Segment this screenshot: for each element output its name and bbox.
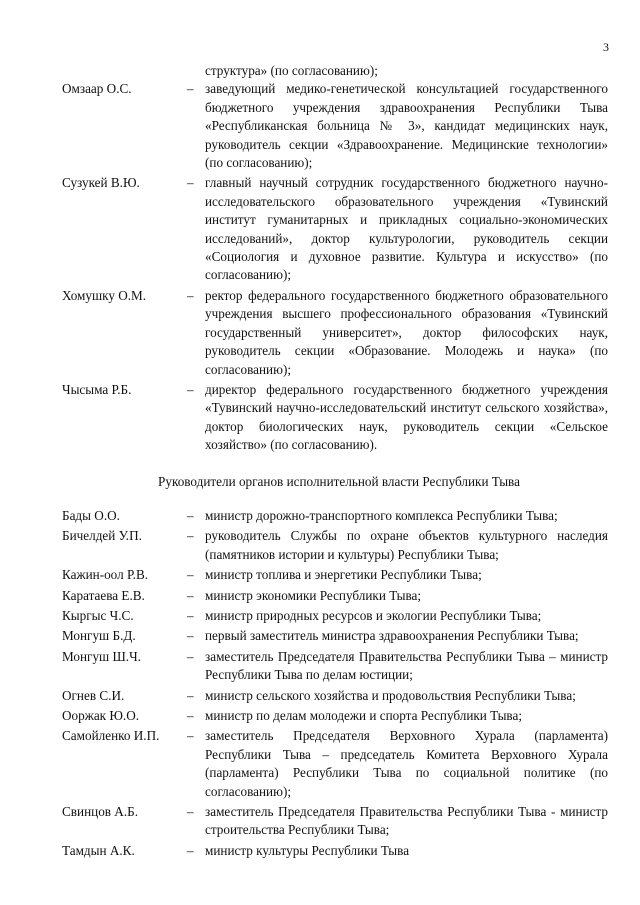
person-name: Свинцов А.Б.	[62, 804, 139, 820]
position-description: министр природных ресурсов и экологии Республики Тыва;	[205, 607, 542, 623]
dash-separator: –	[187, 607, 194, 623]
list-item	[62, 527, 608, 564]
position-description: ректор федерального государственного бюджетного образовательного учреждения высшего профессионального образования «Тувинский государственный университет», доктор философских наук, руководитель секции «Образование. Молодежь и наука» (по согласованию);	[205, 287, 608, 377]
dash-separator: –	[187, 628, 194, 644]
dash-separator: –	[187, 567, 194, 583]
dash-separator: –	[187, 708, 194, 723]
list-item	[62, 174, 608, 284]
list-item	[62, 803, 608, 840]
position-description: заместитель Председателя Правительства Республики Тыва - министр строительства Республики Тыва;	[205, 804, 608, 838]
position-description: министр экономики Республики Тыва;	[205, 587, 422, 603]
dash-separator: –	[187, 528, 194, 544]
position-description: руководитель Службы по охране объектов культурного наследия (памятников истории и культуры) Республики Тыва;	[205, 528, 608, 562]
person-name: Самойленко И.П.	[62, 728, 160, 744]
position-description: министр сельского хозяйства и продовольствия Республики Тыва;	[205, 687, 576, 703]
list-item	[62, 587, 608, 605]
person-name: Кыргыс Ч.С.	[62, 607, 134, 623]
dash-separator: –	[187, 81, 194, 97]
dash-separator: –	[187, 587, 194, 603]
position-description: министр культуры Республики Тыва	[205, 842, 410, 858]
page-number: 3	[603, 40, 609, 54]
list-item	[62, 507, 608, 525]
position-description: главный научный сотрудник государственного бюджетного научно-исследовательского образовательного учреждения «Тувинский институт гуманитарных и прикладных социально-экономических исследований», доктор культурологии, руководитель секции «Социология и духовное развитие. Культура и искусство» (по согласованию);	[205, 175, 608, 283]
person-name: Хомушку О.М.	[62, 287, 147, 303]
continuation-line: структура» (по согласованию);	[205, 63, 378, 78]
person-name: Монгуш Б.Д.	[62, 628, 136, 644]
dash-separator: –	[187, 728, 194, 744]
person-name: Монгуш Ш.Ч.	[62, 648, 141, 664]
dash-separator: –	[187, 507, 194, 523]
section-heading: Руководители органов исполнительной власти Республики Тыва	[158, 473, 520, 489]
list-item	[62, 566, 608, 584]
position-description: заместитель Председателя Правительства Республики Тыва – министр Республики Тыва по делам юстиции;	[205, 648, 608, 683]
list-item	[62, 80, 608, 172]
list-item	[62, 707, 608, 725]
person-name: Ооржак Ю.О.	[62, 708, 140, 723]
position-description: директор федерального государственного бюджетного учреждения «Тувинский научно-исследовательский институт сельского хозяйства», доктор биологических наук, руководитель секции «Сельское хозяйство» (по согласованию).	[205, 381, 608, 453]
person-name: Огнев С.И.	[62, 687, 125, 703]
person-name: Омзаар О.С.	[62, 81, 132, 97]
person-name: Бичелдей У.П.	[62, 528, 142, 544]
person-name: Каратаева Е.В.	[62, 587, 145, 603]
executive-heads-list	[62, 507, 608, 860]
position-description: заместитель Председателя Верховного Хурала (парламента) Республики Тыва – председатель Комитета Верховного Хурала (парламента) Республики Тыва по социальной политике (по согласованию);	[205, 728, 608, 799]
list-item	[62, 607, 608, 625]
dash-separator: –	[187, 687, 194, 703]
list-item	[62, 842, 608, 860]
position-description: министр по делам молодежи и спорта Республики Тыва;	[205, 708, 522, 723]
position-description: заведующий медико-генетической консультацией государственного бюджетного учреждения здравоохранения Республики Тыва «Республиканская больница № 3», кандидат медицинских наук, руководитель секции «Здравоохранение. Медицинские технологии» (по согласованию);	[205, 81, 608, 171]
dash-separator: –	[187, 804, 194, 820]
list-item	[62, 627, 608, 645]
list-item	[62, 287, 608, 379]
position-description: министр дорожно-транспортного комплекса Республики Тыва;	[205, 507, 558, 523]
list-item	[62, 648, 608, 685]
dash-separator: –	[187, 175, 194, 191]
list-item	[62, 381, 608, 455]
person-name: Кажин-оол Р.В.	[62, 567, 149, 583]
dash-separator: –	[187, 287, 194, 303]
person-name: Тамдын А.К.	[62, 842, 135, 858]
council-members-list	[62, 80, 608, 454]
person-name: Сузукей В.Ю.	[62, 175, 140, 191]
document-body	[62, 62, 608, 862]
dash-separator: –	[187, 381, 194, 397]
list-item	[62, 687, 608, 705]
person-name: Чысыма Р.Б.	[62, 381, 132, 397]
position-description: министр топлива и энергетики Республики Тыва;	[205, 567, 482, 583]
person-name: Бады О.О.	[62, 507, 120, 523]
list-item	[62, 727, 608, 801]
position-description: первый заместитель министра здравоохранения Республики Тыва;	[205, 628, 579, 644]
dash-separator: –	[187, 842, 194, 858]
dash-separator: –	[187, 648, 194, 664]
